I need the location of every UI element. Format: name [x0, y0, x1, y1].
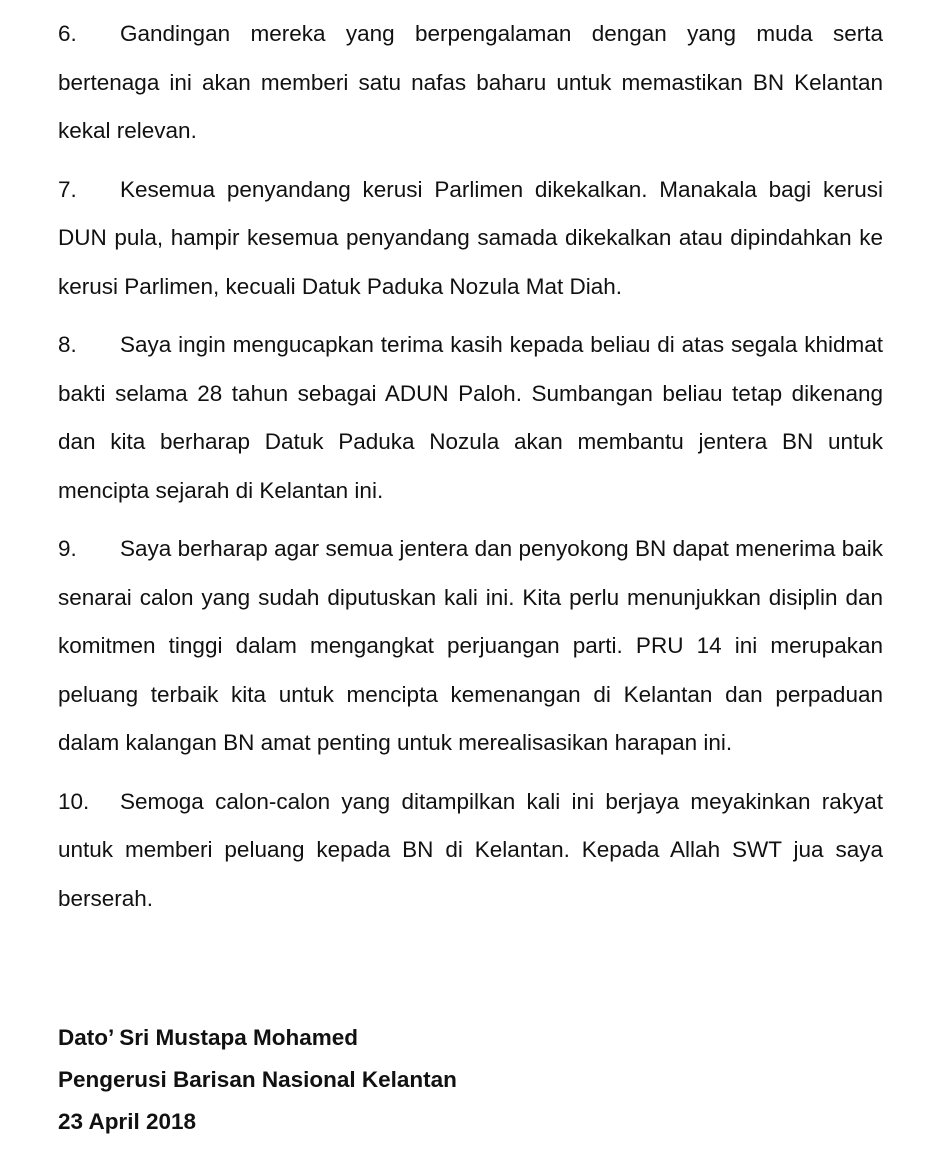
paragraph-number: 10. — [58, 788, 90, 814]
paragraph-6 — [58, 10, 883, 156]
signatory-title: Pengerusi Barisan Nasional Kelantan — [58, 1067, 457, 1092]
paragraph-number: 9. — [58, 536, 77, 561]
paragraph-10 — [58, 778, 883, 924]
signature-block — [58, 1017, 883, 1143]
paragraph-7 — [58, 166, 883, 312]
paragraph-number: 8. — [58, 332, 77, 357]
paragraph-text: Saya ingin mengucapkan terima kasih kepada beliau di atas segala khidmat bakti selama 28 tahun sebagai ADUN Paloh. Sumbangan beliau tetap dikenang dan kita berharap Datuk Paduka Nozula akan membantu jentera BN untuk mencipta sejarah di Kelantan ini. — [58, 332, 883, 503]
paragraph-text: Semoga calon-calon yang ditampilkan kali ini berjaya meyakinkan rakyat untuk memberi peluang kepada BN di Kelantan. Kepada Allah SWT jua saya berserah. — [58, 788, 883, 911]
paragraph-text: Kesemua penyandang kerusi Parlimen dikekalkan. Manakala bagi kerusi DUN pula, hampir kesemua penyandang samada dikekalkan atau dipindahkan ke kerusi Parlimen, kecuali Datuk Paduka Nozula Mat Diah. — [58, 176, 883, 299]
paragraph-number: 7. — [58, 176, 77, 202]
paragraph-9 — [58, 525, 883, 768]
paragraph-text: Gandingan mereka yang berpengalaman dengan yang muda serta bertenaga ini akan memberi satu nafas baharu untuk memastikan BN Kelantan kekal relevan. — [58, 21, 883, 143]
paragraph-text: Saya berharap agar semua jentera dan penyokong BN dapat menerima baik senarai calon yang sudah diputuskan kali ini. Kita perlu menunjukkan disiplin dan komitmen tinggi dalam mengangkat perjuangan parti. PRU 14 ini merupakan peluang terbaik kita untuk mencipta kemenangan di Kelantan dan perpaduan dalam kalangan BN amat penting untuk merealisasikan harapan ini. — [58, 536, 883, 755]
signatory-name: Dato’ Sri Mustapa Mohamed — [58, 1025, 359, 1050]
document-body — [58, 10, 883, 933]
paragraph-8 — [58, 321, 883, 515]
paragraph-number: 6. — [58, 21, 77, 46]
document-date: 23 April 2018 — [58, 1109, 196, 1134]
